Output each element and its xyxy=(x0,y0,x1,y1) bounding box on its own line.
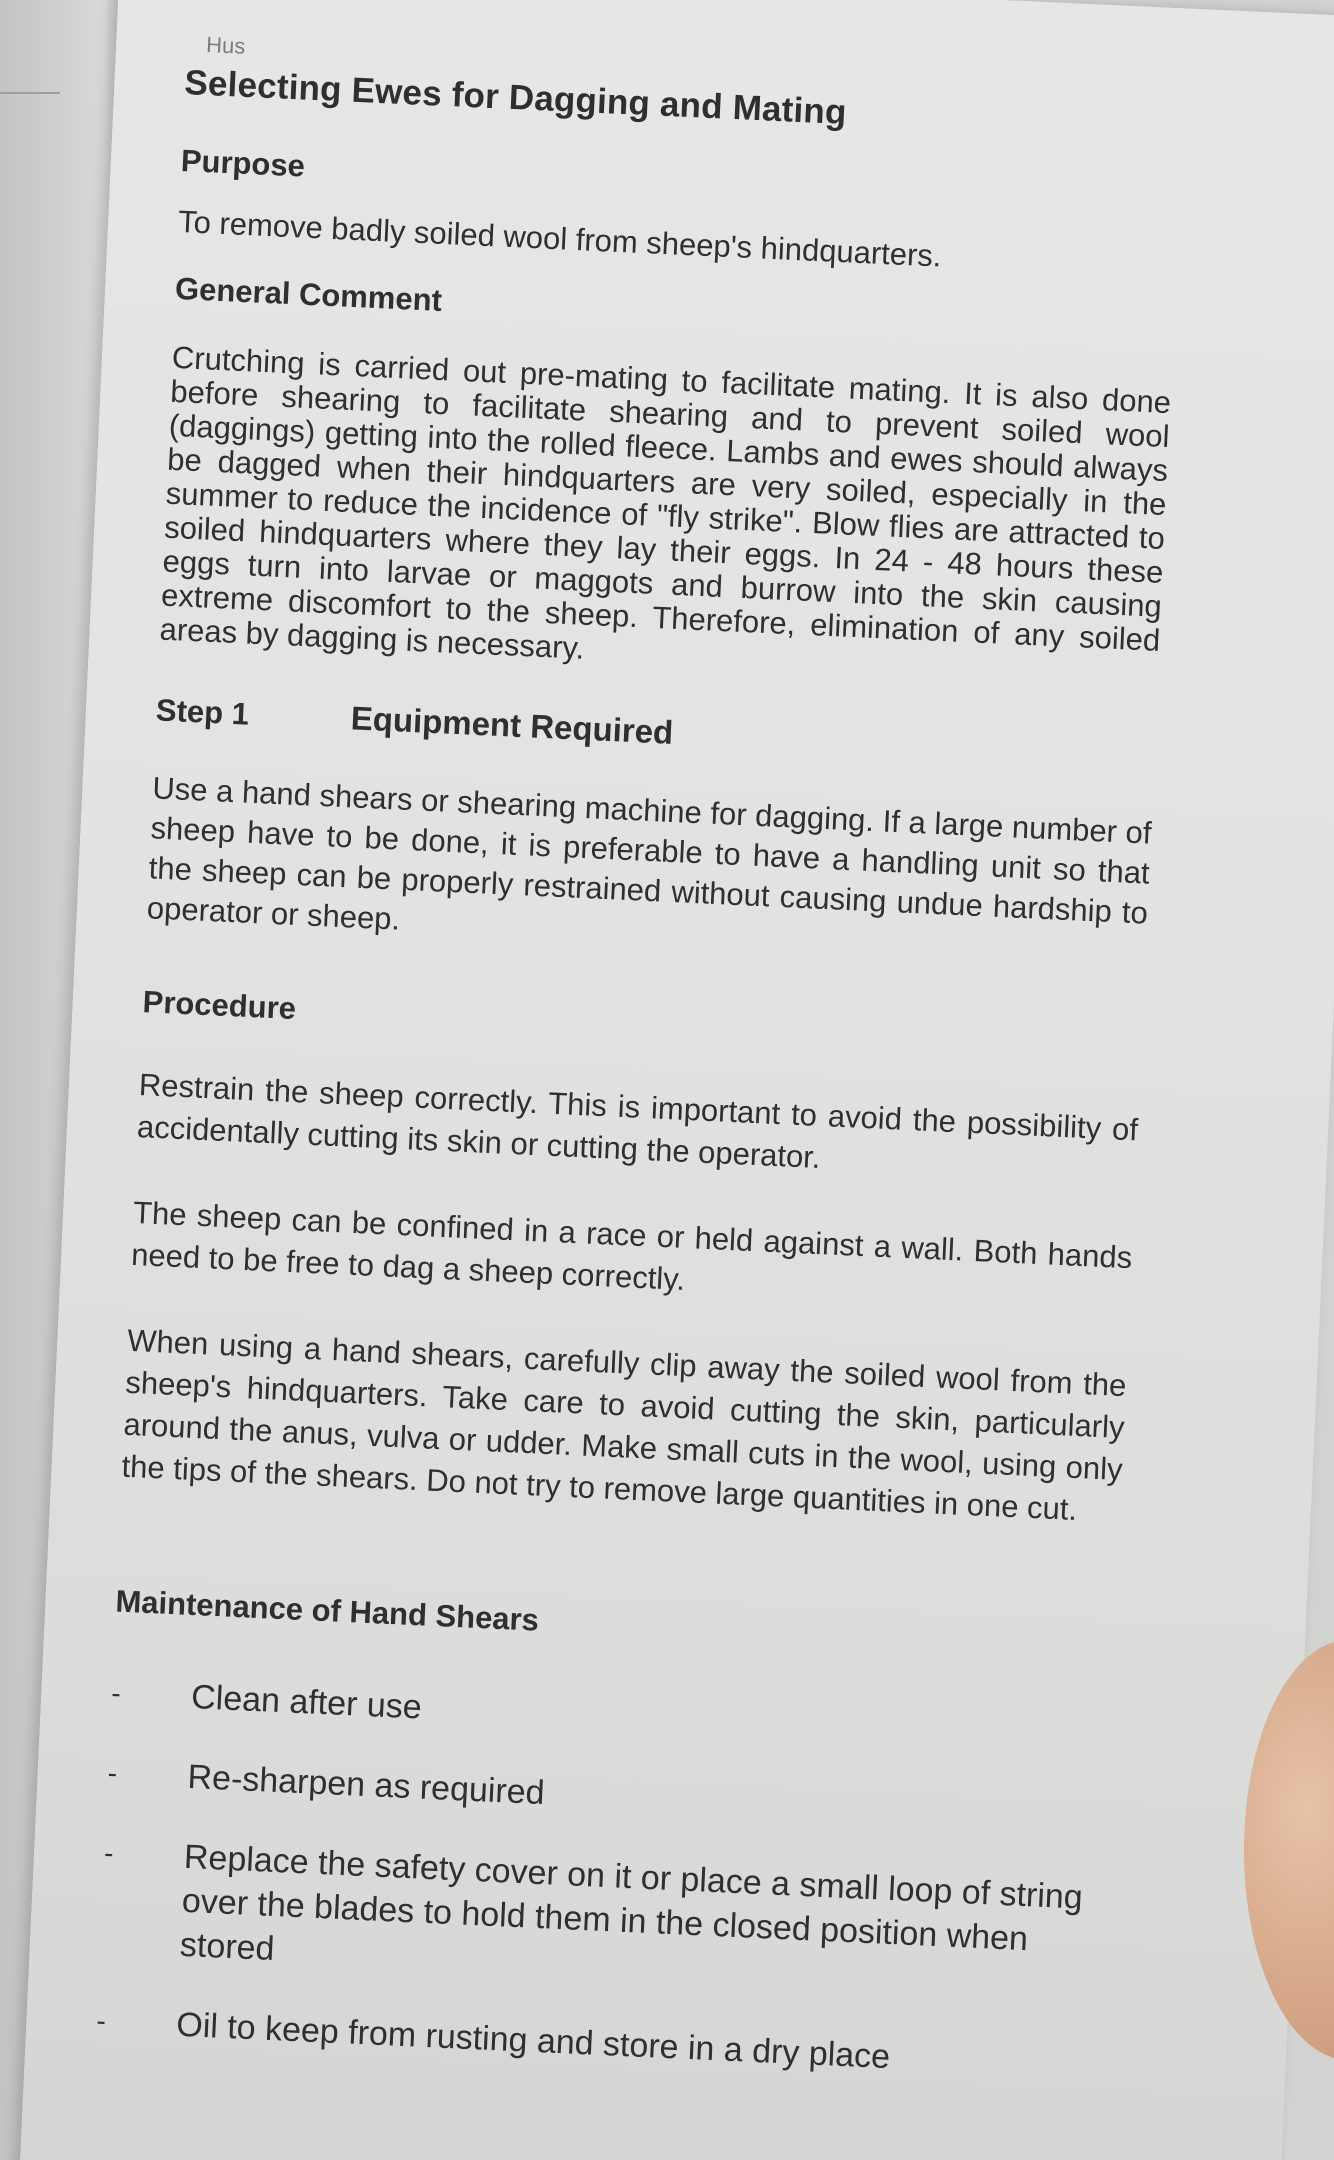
step-1-row xyxy=(155,690,1156,773)
step-1-title: Equipment Required xyxy=(350,699,675,751)
list-item-text: Replace the safety cover on it or place a small loop of string over the blades to hold them in the closed position when stored xyxy=(179,1837,1084,1969)
list-item xyxy=(99,1831,1104,2008)
step-1-text: Use a hand shears or shearing machine for dagging. If a large number of sheep have to be done, it is preferable to have a handling unit so that the sheep can be properly restrained without causing undue hardship to operator or sheep. xyxy=(146,770,1153,937)
maintenance-list xyxy=(95,1671,1111,2088)
page-title: Selecting Ewes for Dagging and Mating xyxy=(183,63,848,133)
procedure-paragraph-2: The sheep can be confined in a race or held against a wall. Both hands need to be free to dag a sheep correctly. xyxy=(130,1194,1133,1297)
list-item xyxy=(107,1751,1108,1840)
maintenance-heading: Maintenance of Hand Shears xyxy=(114,1583,540,1638)
bullet-dash: - xyxy=(95,2005,107,2037)
purpose-text: To remove badly soiled wool from sheep's hindquarters. xyxy=(177,203,943,274)
facing-page-rule xyxy=(0,92,60,94)
step-1-label: Step 1 xyxy=(155,692,250,732)
procedure-heading: Procedure xyxy=(141,984,297,1027)
list-item-text: Clean after use xyxy=(190,1678,423,1727)
general-comment-heading: General Comment xyxy=(174,270,443,318)
general-comment-text: Crutching is carried out pre-mating to facilitate mating. It is also done before shearing to facilitate shearing and to prevent soiled wool (daggings) getting into the rolled fleece. Lambs and ewes should always be dagged when their hindquarters are very soiled, especially in the summer to reduce the incidence of "fly strike". Blow flies are attracted to soiled hindquarters where they lay their eggs. In 24 - 48 hours these eggs turn into larvae or maggots and burrow into the skin causing extreme discomfort to the sheep. Therefore, elimination of any soiled areas by dagging is necessary. xyxy=(158,339,1172,666)
purpose-heading: Purpose xyxy=(180,142,306,184)
bullet-dash: - xyxy=(103,1837,115,1869)
list-item xyxy=(110,1671,1111,1760)
procedure-paragraph-3: When using a hand shears, carefully clip away the soiled wool from the sheep's hindquarters. Take care to avoid cutting the skin, particularly around the anus, vulva or udder. Make small cuts in the wool, using only the tips of the shears. Do not try to remove large quantities in one cut. xyxy=(120,1322,1128,1527)
bullet-dash: - xyxy=(107,1757,118,1789)
list-item xyxy=(95,1999,1096,2088)
bullet-dash: - xyxy=(110,1677,122,1709)
list-item-text: Re-sharpen as required xyxy=(186,1757,546,1813)
page-header-fragment: Hus xyxy=(205,32,246,59)
document-page xyxy=(17,0,1334,2160)
list-item-text: Oil to keep from rusting and store in a dry place xyxy=(175,2005,891,2077)
procedure-paragraph-1: Restrain the sheep correctly. This is important to avoid the possibility of accidentally cutting its skin or cutting the operator. xyxy=(136,1067,1139,1175)
page-content xyxy=(94,23,1186,2124)
